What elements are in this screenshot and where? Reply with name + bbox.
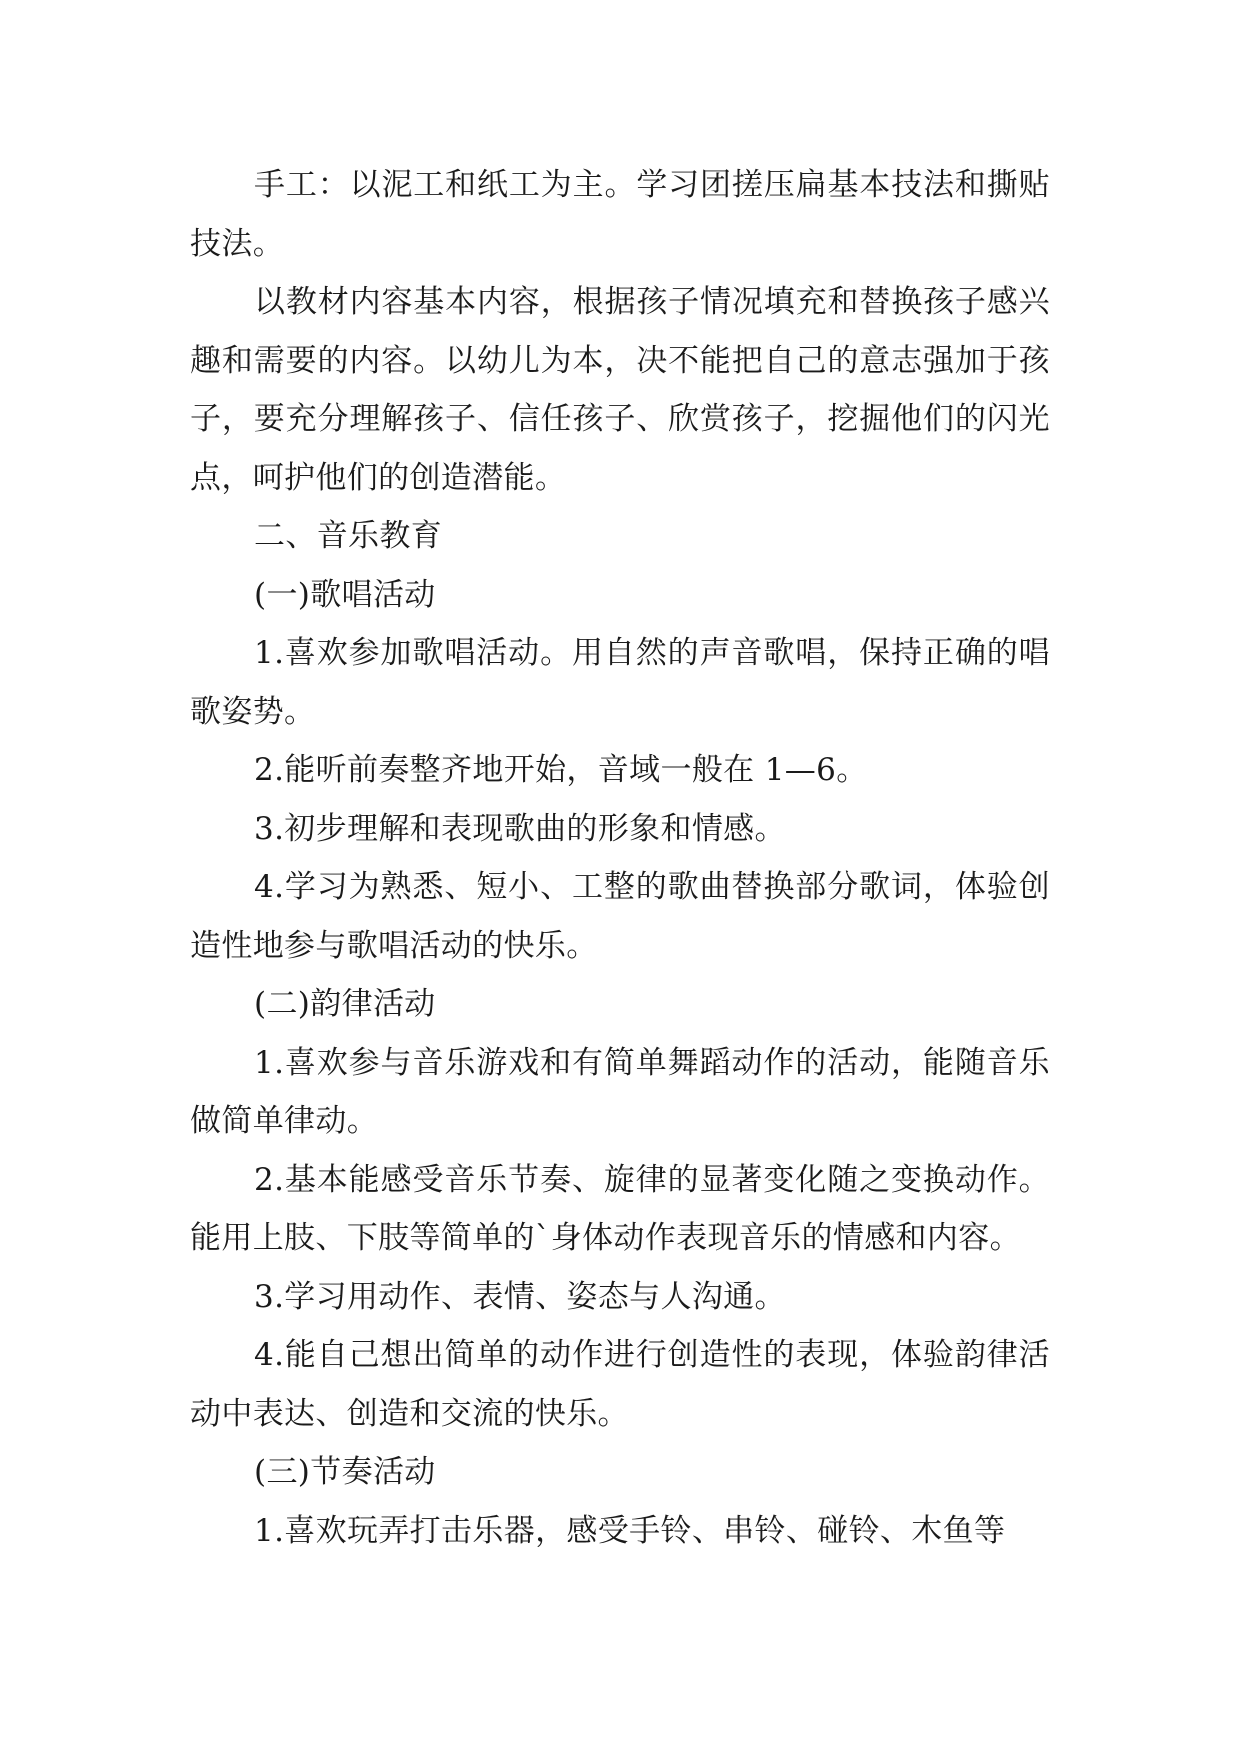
subsection-heading-rhythm-movement: (二)韵律活动 [254, 986, 436, 1022]
document-body [190, 156, 1050, 1560]
subsection-heading-percussion: (三)节奏活动 [254, 1454, 436, 1490]
list-item-singing-1: 1.喜欢参加歌唱活动。用自然的声音歌唱，保持正确的唱歌姿势。 [190, 635, 1050, 730]
subsection-heading-singing: (一)歌唱活动 [254, 576, 436, 613]
paragraph-handcraft: 手工：以泥工和纸工为主。学习团搓压扁基本技法和撕贴技法。 [190, 167, 1050, 262]
list-item-percussion-1: 1.喜欢玩弄打击乐器，感受手铃、串铃、碰铃、木鱼等 [254, 1512, 1006, 1549]
section-heading-music-education: 二、音乐教育 [254, 518, 443, 554]
list-item-rhythm-movement-4: 4.能自己想出简单的动作进行创造性的表现，体验韵律活动中表达、创造和交流的快乐。 [190, 1337, 1050, 1432]
list-item-rhythm-movement-1: 1.喜欢参与音乐游戏和有简单舞蹈动作的活动，能随音乐做简单律动。 [190, 1044, 1050, 1139]
paragraph-teaching-principle: 以教材内容基本内容，根据孩子情况填充和替换孩子感兴趣和需要的内容。以幼儿为本，决不能把自己的意志强加于孩子，要充分理解孩子、信任孩子、欣赏孩子，挖掘他们的闪光点，呵护他们的创造潜能。 [190, 284, 1050, 496]
list-item-singing-3: 3.初步理解和表现歌曲的形象和情感。 [254, 810, 786, 847]
list-item-singing-4: 4.学习为熟悉、短小、工整的歌曲替换部分歌词，体验创造性地参与歌唱活动的快乐。 [190, 869, 1050, 964]
list-item-rhythm-movement-3: 3.学习用动作、表情、姿态与人沟通。 [254, 1278, 786, 1315]
list-item-singing-2: 2.能听前奏整齐地开始，音域一般在 1—6。 [254, 752, 868, 788]
list-item-rhythm-movement-2: 2.基本能感受音乐节奏、旋律的显著变化随之变换动作。能用上肢、下肢等简单的`身体动作表现音乐的情感和内容。 [190, 1161, 1050, 1256]
